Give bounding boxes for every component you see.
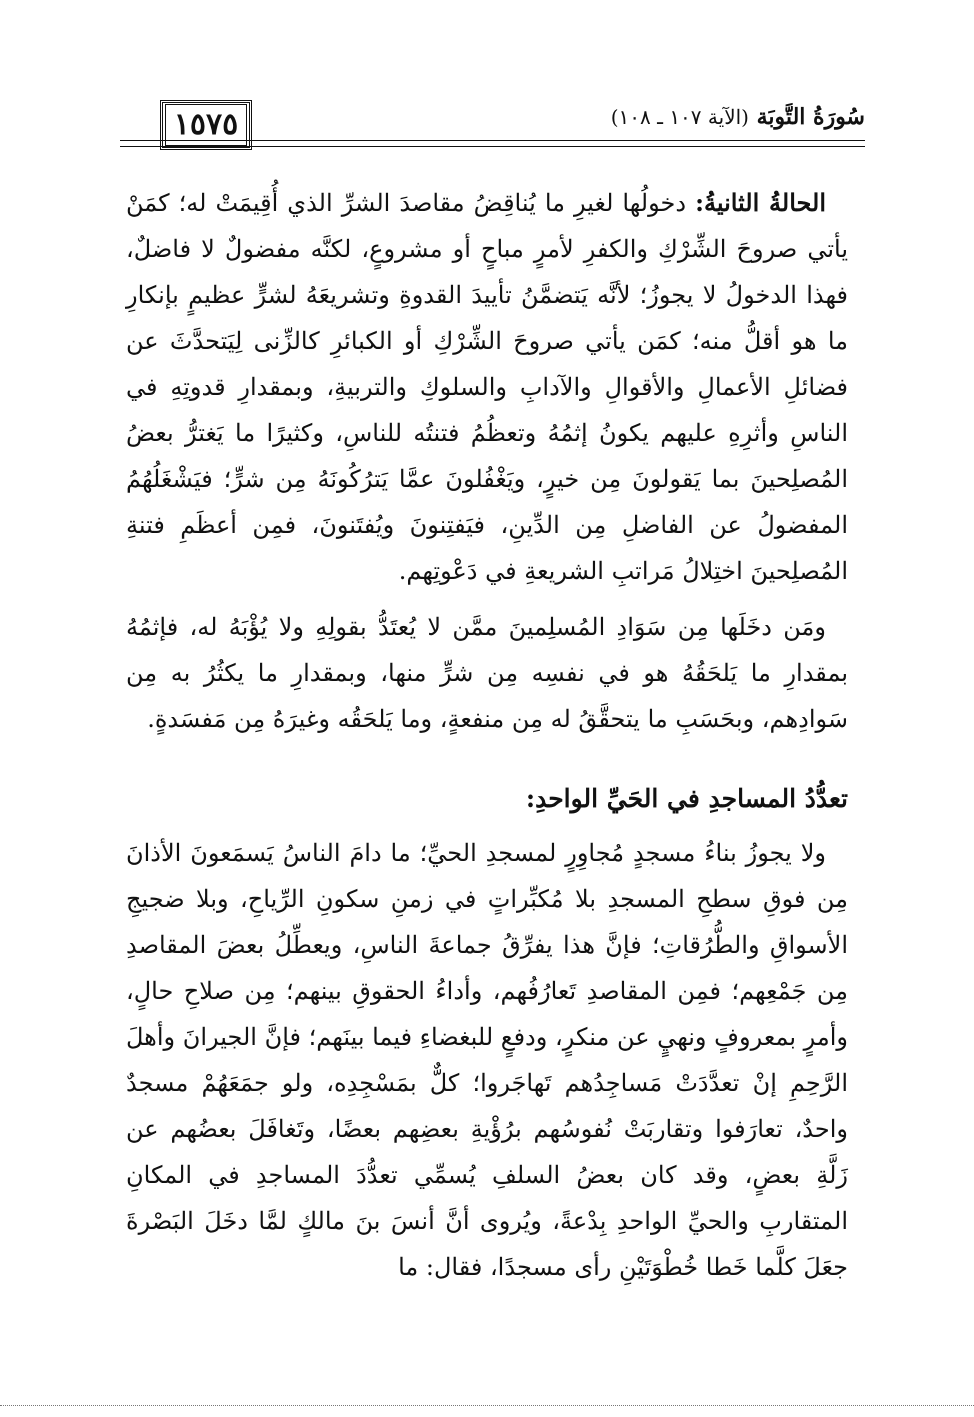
paragraph-text: ولا يجوزُ بناءُ مسجدٍ مُجاوِرٍ لمسجدِ الحيِّ؛ ما دامَ الناسُ يَسمَعونَ الأذانَ مِن فوقِ سطحِ المسجدِ بلا مُكبِّراتٍ في زمنِ سكونِ الرِّياحِ، وبلا ضجيجِ الأسواقِ والطُّرُقاتِ؛ فإنَّ هذا يفرِّقُ جماعةَ الناسِ، ويعطِّلُ بعضَ المقاصدِ مِن جَمْعِهم؛ فمِن المقاصدِ تَعارُفُهم، وأداءُ الحقوقِ بينهم؛ مِن صلاحِ حالٍ، وأمرٍ بمعروفٍ ونهيٍ عن منكرٍ، ودفعٍ للبغضاءِ فيما بينَهم؛ فإنَّ الجيرانَ وأهلَ الرَّحِمِ إنْ تعدَّدَتْ مَساجِدُهم تَهاجَروا؛ كلٌّ بمَسْجِدِه، ولو جمَعَهُمْ مسجدٌ واحدٌ، تعارَفوا وتقاربَتْ نُفوسُهم برُؤْيةِ بعضِهم بعضًا، وتَغافَلَ بعضُهم عن زَلَّةِ بعضٍ، وقد كان بعضُ السلفِ يُسمِّي تعدُّدَ المساجدِ في المكانِ المتقاربِ والحيِّ الواحدِ بِدْعةً، ويُروى أنَّ أنسَ بنَ مالكٍ لمَّا دخَلَ البَصْرةَ جعَلَ كلَّما خَطا خُطْوَتَيْنِ رأى مسجدًا، فقال: ما [126, 839, 849, 1281]
surah-name: سُورَةُ التَّوبَة [756, 104, 865, 130]
paragraph-text: ومَن دخَلَها مِن سَوَادِ المُسلِمينَ ممَّن لا يُعتَدُّ بقولِهِ ولا يُؤْبَهُ له، فإثمُهُ بمقدارِ ما يَلحَقُهُ هو في نفسِه مِن شرٍّ منها، وبمقدارِ ما يكثُرُ به مِن سَوادِهم، وبحَسَبِ ما يتحقَّقُ له مِن منفعةٍ، وما يَلحَقُه وغيرَهُ مِن مَفسَدةٍ. [126, 613, 848, 733]
paragraph [126, 830, 848, 1290]
paragraph [126, 180, 848, 594]
header-rule-bottom [120, 146, 865, 147]
paragraph-text: دخولُها لغيرِ ما يُناقِضُ مقاصدَ الشرِّ الذي أُقِيمَتْ له؛ كمَنْ يأتي صروحَ الشِّرْكِ والكفرِ لأمرٍ مباحٍ أو مشروعٍ، لكنَّه مفضولٌ لا فاضلٌ، فهذا الدخولُ لا يجوزُ؛ لأنَّه يَتضمَّنُ تأييدَ القدوةِ وتشريعَهُ لشرٍّ عظيمٍ بإنكارِ ما هو أقلُّ منه؛ كمَن يأتي صروحَ الشِّرْكِ أو الكبائرِ كالزِّنى لِيَتحدَّثَ عن فضائلِ الأعمالِ والأقوالِ والآدابِ والسلوكِ والتربيةِ، وبمقدارِ قدوتِهِ في الناسِ وأثرِهِ عليهم يكونُ إثمُهُ وتعظُمُ فتنتُه للناسِ، وكثيرًا ما يَغترُّ بعضُ المُصلِحينَ بما يَقولونَ مِن خيرٍ، ويَغْفُلونَ عمَّا يَترُكُونَهُ مِن شرٍّ؛ فيَشْغَلُهُمُ المفضولُ عن الفاضلِ مِن الدِّينِ، فيَفتِنونَ ويُفتَنونَ، فمِن أعظَمِ فتنةِ المُصلِحينَ اختِلالُ مَراتبِ الشريعةِ في دَعْوتِهم. [126, 189, 849, 585]
page-number-frame [160, 100, 252, 150]
page-number: ١٥٧٥ [165, 104, 247, 146]
page-body [126, 180, 848, 1300]
bottom-edge-line [0, 1405, 974, 1406]
section-heading: تعدُّدُ المساجدِ في الحَيِّ الواحدِ: [525, 784, 848, 813]
paragraph [126, 604, 848, 742]
page-header [120, 100, 865, 160]
header-rule-top [120, 140, 865, 141]
verse-range: (الآية ١٠٧ ـ ١٠٨) [610, 105, 749, 129]
case-label: الحالةُ الثانيةُ: [695, 188, 827, 217]
running-title [611, 104, 865, 130]
